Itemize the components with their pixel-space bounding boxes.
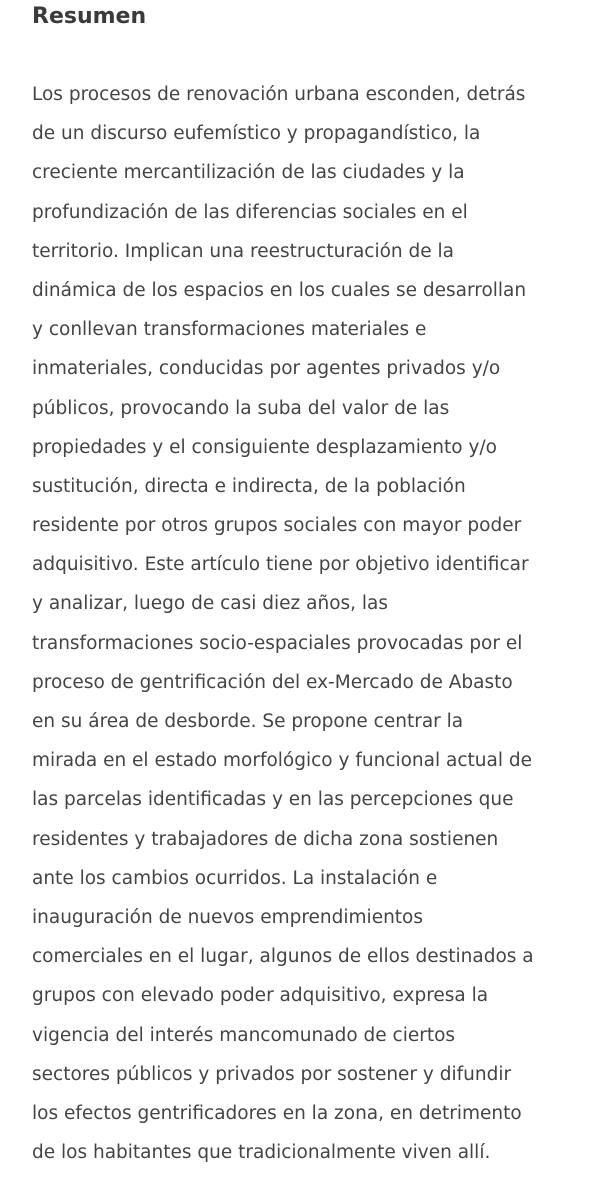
abstract-line: profundización de las diferencias sociales en el [32, 201, 468, 223]
abstract-line: residentes y trabajadores de dicha zona sostienen [32, 828, 499, 850]
abstract-line: mirada en el estado morfológico y funcional actual de [32, 750, 532, 772]
abstract-line: públicos, provocando la suba del valor de las [32, 397, 450, 419]
abstract-line: de un discurso eufemístico y propagandístico, la [32, 123, 481, 145]
abstract-line: inmateriales, conducidas por agentes privados y/o [32, 358, 501, 380]
abstract-line: residente por otros grupos sociales con mayor poder [32, 515, 522, 537]
abstract-line: grupos con elevado poder adquisitivo, expresa la [32, 985, 489, 1007]
abstract-line: propiedades y el consiguiente desplazamiento y/o [32, 436, 497, 458]
abstract-line: las parcelas identificadas y en las percepciones que [32, 789, 514, 811]
abstract-line: ante los cambios ocurridos. La instalación e [32, 867, 438, 889]
abstract-line: los efectos gentrificadores en la zona, en detrimento [32, 1102, 522, 1124]
abstract-line: adquisitivo. Este artículo tiene por objetivo identificar [32, 554, 529, 576]
abstract-line: creciente mercantilización de las ciudades y la [32, 162, 465, 184]
abstract-line: de los habitantes que tradicionalmente viven allí. [32, 1142, 491, 1164]
abstract-line: Los procesos de renovación urbana esconden, detrás [32, 84, 526, 105]
abstract-line: territorio. Implican una reestructuración de la [32, 240, 455, 262]
abstract-line: comerciales en el lugar, algunos de ellos destinados a [32, 946, 534, 968]
abstract-line: transformaciones socio-espaciales provocadas por el [32, 632, 523, 654]
abstract-line: y analizar, luego de casi diez años, las [32, 593, 389, 615]
abstract-line: y conllevan transformaciones materiales e [32, 319, 427, 341]
abstract-line: sectores públicos y privados por sostener y difundir [32, 1063, 512, 1085]
section-heading: Resumen [32, 4, 147, 29]
abstract-line: proceso de gentrificación del ex-Mercado de Abasto [32, 671, 513, 693]
abstract-line: dinámica de los espacios en los cuales se desarrollan [32, 279, 527, 301]
abstract-line: sustitución, directa e indirecta, de la población [32, 475, 466, 497]
abstract-paragraph [32, 75, 607, 1172]
abstract-line: en su área de desborde. Se propone centrar la [32, 711, 464, 732]
abstract-line: inauguración de nuevos emprendimientos [32, 906, 424, 928]
abstract-line: vigencia del interés mancomunado de ciertos [32, 1024, 456, 1046]
